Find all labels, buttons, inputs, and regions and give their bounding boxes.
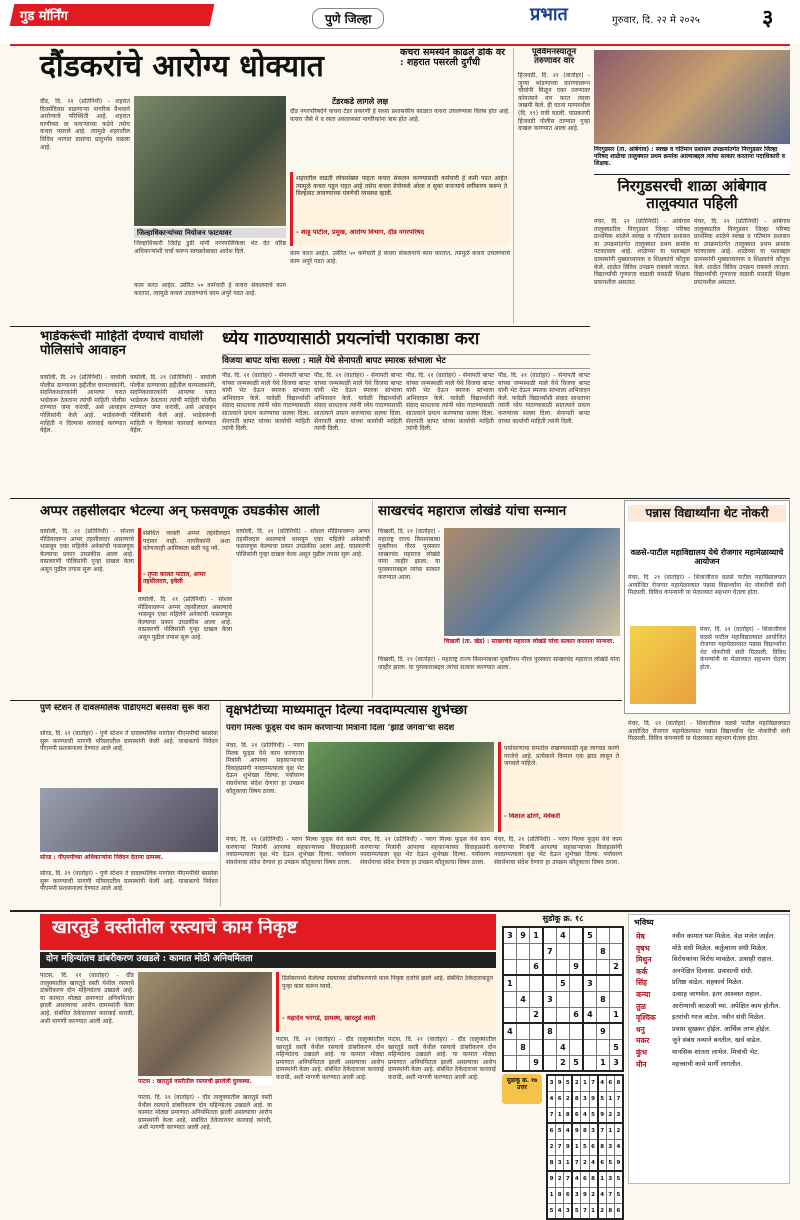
horoscope-item xyxy=(636,955,784,965)
horoscope-sign: कुंभ xyxy=(636,1047,648,1057)
pannas-body: मंचर, दि. २१ (वार्ताहर) - शिवाजीराव वळसे पाटील महाविद्यालयात आयोजित रोजगार महामेळाव्यात पन्नास विद्यार्थ्यांना थेट नोकरीची संधी मिळाली. विविध कंपन्यांनी या मेळाव्यात सहभाग घेतला होता. xyxy=(628,574,786,597)
dhyey-head: ध्येय गाठण्यासाठी प्रयत्नांची पराकाष्ठा करा xyxy=(222,330,480,349)
rule xyxy=(10,326,590,327)
sudoku-cell: 3 xyxy=(606,1171,614,1187)
rule xyxy=(10,910,790,912)
sudoku-cell[interactable] xyxy=(583,1039,596,1055)
sakhar-body: चिखली, दि. २१ (वार्ताहर) - महाराष्ट्र राज्य किसनाबाबा मुक्तीपथ गौरव पुरस्कार साखरचंद महाराज लोखंडे यांना जाहीर झाला. या पुरस्काराबद्दल त्यांचा सत्कार करण्यात आला. xyxy=(378,528,440,581)
lead-body-2: काम करत आहेत. उर्वरित ५० कर्मचारी हे कचरा संकलनाचे काम करतात. त्यामुळे कचरा उचलण्याचे काम अपुरे पडत आहे. xyxy=(134,282,286,297)
sudoku-cell[interactable]: 3 xyxy=(583,975,596,991)
sudoku-cell: 5 xyxy=(606,1155,614,1171)
pannas-sub: वळसे-पाटील महाविद्यालय येथे रोजगार महामेळाव्याचे आयोजन xyxy=(630,548,784,566)
horoscope-sign: वृषभ xyxy=(636,943,650,953)
sudoku-cell: 1 xyxy=(564,1155,573,1171)
horoscope-item xyxy=(636,967,784,977)
sudoku-cell[interactable] xyxy=(543,975,556,991)
sudoku-cell: 7 xyxy=(614,1091,623,1107)
vruksha-sub: पराग मिल्क फूड्स येथे काम करणाऱ्या मित्रांनी दिला ‘झाडे जगवा’चा संदेश xyxy=(226,724,455,733)
sudoku-cell: 1 xyxy=(581,1075,589,1091)
sudoku-cell: 5 xyxy=(564,1075,573,1091)
vruksha-photo xyxy=(308,742,494,832)
horoscope-text: महत्त्वाची कामे मार्गी लागतील. xyxy=(672,1059,743,1068)
sudoku-cell: 4 xyxy=(572,1171,581,1187)
sudoku-cell: 6 xyxy=(556,1091,564,1107)
tender-text: दौंड नगरपरिषदेने कचरा टेंडर प्रकरणी हे सध्या प्रशासकीय काळात कचरा उचलण्यास विलंब होत आहे. कचरा जैसे थे व रस्ता अस्ताव्यस्त नागरिकांना त्रास होत आहे. xyxy=(290,108,510,123)
sudoku-cell: 6 xyxy=(614,1203,623,1219)
sudoku-cell[interactable] xyxy=(503,991,516,1007)
issue-date: गुरुवार, दि. २२ मे २०२५ xyxy=(612,15,701,26)
lead-quote-box xyxy=(290,172,510,246)
sudoku-cell[interactable]: 2 xyxy=(530,1007,543,1023)
sudoku-cell: 3 xyxy=(614,1107,623,1123)
sakhar-body-2: चिखली, दि. २१ (वार्ताहर) - महाराष्ट्र राज्य किसनाबाबा मुक्तीपथ गौरव पुरस्कार साखरचंद महाराज लोखंडे यांना जाहीर झाला. या पुरस्काराबद्दल त्यांचा सत्कार करण्यात आला. xyxy=(378,656,620,671)
sudoku-cell[interactable] xyxy=(543,1007,556,1023)
appar-body-3: वाघोली, दि. २१ (प्रतिनिधी) - सोशल मीडियावरून अप्पर तहसीलदार असल्याचे भासवून एका महिलेने अनेकांची फसवणूक केल्याचा प्रकार उघडकीस आला आहे. याप्रकरणी पोलिसांनी गुन्हा दाखल केला असून पुढील तपास सुरू आहे. xyxy=(236,528,370,558)
sudoku-cell[interactable] xyxy=(516,1055,529,1071)
sudoku-grid[interactable] xyxy=(502,926,624,1072)
sudoku-cell[interactable]: 6 xyxy=(530,959,543,975)
horoscope-item xyxy=(636,978,784,988)
sudoku-cell: 3 xyxy=(606,1139,614,1155)
sudoku-cell: 7 xyxy=(547,1107,556,1123)
sudoku-cell[interactable] xyxy=(516,1007,529,1023)
sudoku-cell: 5 xyxy=(547,1203,556,1219)
sudoku-cell: 4 xyxy=(547,1091,556,1107)
section-label: पुणे जिल्हा xyxy=(312,8,384,29)
pune-stn-body-2: सोरड, दि. २१ (वार्ताहर) - पुणे स्टेशन ते दावलमलिक मार्गावर पीएमपीची बससेवा सुरू करण्याची मागणी परिसरातील ग्रामस्थांनी केली आहे. याबाबतचे निवेदन पीएमपी प्रशासनाला देण्यात आले आहे. xyxy=(40,870,218,893)
sudoku-cell[interactable] xyxy=(516,943,529,959)
horoscope-text: इतरांची गरज वाटेल. नवीन संधी मिळेल. xyxy=(672,1013,766,1022)
page-number: ३ xyxy=(762,6,774,31)
khar-head: खारतुडे वस्तीतील रस्त्याचे काम निकृष्ट xyxy=(52,918,298,938)
purva-body: हिंजवडी, दि. २१ (वार्ताहर) - जुन्या भांडणाच्या कारणावरून चौघांनी मिळून एका तरुणावर कोयत्याने वार करत त्याला जखमी केले. ही घटना माणमधील (दि. १९) रात्री घडली. याप्रकरणी हिंजवडी पोलीस ठाण्यात गुन्हा दाखल करण्यात आला आहे. xyxy=(518,72,590,133)
rule xyxy=(220,702,221,906)
sudoku-cell[interactable]: 5 xyxy=(610,1039,623,1055)
sudoku-cell[interactable] xyxy=(570,927,583,943)
sudoku-cell[interactable]: 4 xyxy=(556,1039,569,1055)
sudoku-answer-title: सुडोकू क्र. १७ उत्तर xyxy=(506,1078,538,1091)
sudoku-cell[interactable] xyxy=(596,927,609,943)
sudoku-cell[interactable] xyxy=(556,943,569,959)
sudoku-cell: 2 xyxy=(581,1155,589,1171)
vruksha-body-4: मंचर, दि. २१ (प्रतिनिधी) - पराग मिल्क फूड्स येथे काम करणाऱ्या मित्रांनी आपल्या सहकाऱ्याच्या विवाहप्रसंगी नवदाम्पत्याला वृक्ष भेट देऊन शुभेच्छा दिल्या. पर्यावरण संवर्धनाचा संदेश देणारा हा उपक्रम कौतुकाचा विषय ठरला. xyxy=(494,836,622,866)
sudoku-cell[interactable] xyxy=(543,1039,556,1055)
sudoku-cell: 1 xyxy=(606,1091,614,1107)
sudoku-cell: 3 xyxy=(556,1155,564,1171)
horoscope-sign: वृश्चिक xyxy=(636,1013,656,1023)
sudoku-cell[interactable] xyxy=(530,943,543,959)
pannas-body-2: मंचर, दि. २१ (वार्ताहर) - शिवाजीराव वळसे पाटील महाविद्यालयात आयोजित रोजगार महामेळाव्यात पन्नास विद्यार्थ्यांना थेट नोकरीची संधी मिळाली. विविध कंपन्यांनी या मेळाव्यात सहभाग घेतला होता. xyxy=(700,626,786,671)
sudoku-cell: 3 xyxy=(572,1187,581,1203)
khar-caption: पाटस : खारतुडे वस्तीतील रस्त्याची झालेली दुरवस्था. xyxy=(138,1078,272,1085)
sudoku-cell: 7 xyxy=(564,1171,573,1187)
horoscope-sign: मिथुन xyxy=(636,955,652,965)
sudoku-cell: 5 xyxy=(589,1107,598,1123)
sudoku-cell[interactable] xyxy=(583,943,596,959)
sudoku-cell: 9 xyxy=(564,1139,573,1155)
lead-body-3: काम करत आहेत. उर्वरित ५० कर्मचारी हे कचरा संकलनाचे काम करतात. त्यामुळे कचरा उचलण्याचे काम अपुरे पडत आहे. xyxy=(290,250,510,265)
pune-stn-head: पुणे स्टेशन ते दावलमलिक पीडीएमटी बससेवा सुरू करा xyxy=(40,704,210,713)
sudoku-cell: 1 xyxy=(589,1203,598,1219)
pannas-body-3: मंचर, दि. २१ (वार्ताहर) - शिवाजीराव वळसे पाटील महाविद्यालयात आयोजित रोजगार महामेळाव्यात पन्नास विद्यार्थ्यांना थेट नोकरीची संधी मिळाली. विविध कंपन्यांनी या मेळाव्यात सहभाग घेतला होता. xyxy=(628,720,790,743)
sudoku-cell[interactable] xyxy=(543,927,556,943)
sudoku-cell: 2 xyxy=(598,1203,607,1219)
sudoku-cell[interactable] xyxy=(516,975,529,991)
sudoku-cell[interactable]: 3 xyxy=(543,991,556,1007)
sakhar-photo xyxy=(444,528,620,636)
sudoku-cell[interactable] xyxy=(583,959,596,975)
khar-quote-by: - महादेव भरगडे, ग्रामस्थ, खारतुडे वस्ती xyxy=(282,1015,376,1022)
newspaper-logo: प्रभात xyxy=(530,4,568,25)
rule xyxy=(372,500,373,698)
horoscope-item xyxy=(636,944,784,954)
appar-quote-by: - तृप्ती कोलते पाटील, अप्पर तहसीलदार, हवेली xyxy=(143,572,206,585)
dhyey-body-2: पौड, दि. २१ (वार्ताहर) - सेनापती बापट यांच्या जन्मस्थळी माले येथे विजया बापट यांनी भेट देऊन स्मारक स्तंभाला अभिवादन केले. यावेळी विद्यार्थ्यांशी संवाद साधताना त्यांनी ध्येय गाठण्यासाठी सातत्याने प्रयत्न करण्याचा सल्ला दिला. सेनापती बापट यांच्या कार्याची माहिती त्यांनी दिली. xyxy=(314,372,402,433)
sudoku-cell: 8 xyxy=(606,1203,614,1219)
pune-stn-caption: सोरड : पीएमपीच्या अधिकाऱ्यांना निवेदन देताना ग्रामस्थ. xyxy=(40,854,218,861)
sudoku-cell: 4 xyxy=(564,1123,573,1139)
khar-sub: दोन महिन्यांतच डांबरीकरण उखडले : कामात मोठी अनियमितता xyxy=(40,952,496,968)
sudoku-answer-grid xyxy=(546,1074,624,1220)
sudoku-cell: 3 xyxy=(547,1075,556,1091)
brand-strip xyxy=(10,4,215,26)
vruksha-quote-box xyxy=(498,742,622,832)
horoscope-item xyxy=(636,1013,784,1023)
lead-body: दौंड, दि. २१ (प्रतिनिधी) - शहरात दिवसेंदिवस वाढणाऱ्या नागरिक वैभवाने आरोग्याचे परिस्थिती आहे. शहरात घाणीच्या वा कचऱ्याच्या कडेने तसेच कचरा पसरले आहे. त्यामुळे शहरातील विविध भागात डासांचा प्रादुर्भाव वाढला आहे. xyxy=(40,98,130,151)
pune-stn-photo xyxy=(40,788,218,852)
sudoku-cell: 6 xyxy=(581,1171,589,1187)
sudoku-cell[interactable]: 3 xyxy=(503,927,516,943)
horoscope-sign: कन्या xyxy=(636,989,651,999)
rule xyxy=(10,498,790,499)
sudoku-cell[interactable] xyxy=(570,991,583,1007)
sudoku-cell: 8 xyxy=(581,1123,589,1139)
sudoku-cell[interactable]: 2 xyxy=(556,1055,569,1071)
sudoku-cell[interactable]: 4 xyxy=(583,1007,596,1023)
sakhar-head: साखरचंद महाराज लोखंडे यांचा सन्मान xyxy=(378,504,567,519)
sudoku-cell: 9 xyxy=(547,1171,556,1187)
vruksha-body-3: मंचर, दि. २१ (प्रतिनिधी) - पराग मिल्क फूड्स येथे काम करणाऱ्या मित्रांनी आपल्या सहकाऱ्याच्या विवाहप्रसंगी नवदाम्पत्याला वृक्ष भेट देऊन शुभेच्छा दिल्या. पर्यावरण संवर्धनाचा संदेश देणारा हा उपक्रम कौतुकाचा विषय ठरला. xyxy=(360,836,490,866)
sudoku-cell: 9 xyxy=(614,1155,623,1171)
sudoku-cell[interactable]: 4 xyxy=(556,927,569,943)
sudoku-cell[interactable] xyxy=(556,1007,569,1023)
nirgud-body-2: मंचर, दि. २१ (प्रतिनिधी) - आंबेगाव तालुक्यातील निरगुडसर जिल्हा परिषद प्राथमिक शाळेने स्वच्छ व गतिमान प्रशासन या उपक्रमांतर्गत तालुक्यात प्रथम क्रमांक पटकावला आहे. शाळेच्या या यशाबद्दल ग्रामस्थांनी मुख्याध्यापक व शिक्षकांचे कौतुक केले. शाळेत विविध उपक्रम राबवले जातात. विद्यार्थ्यांची गुणवत्ता वाढावी यासाठी शिक्षक प्रयत्नशील असतात. xyxy=(694,218,790,286)
sudoku-cell[interactable]: 1 xyxy=(610,1007,623,1023)
sudoku-cell[interactable] xyxy=(583,1055,596,1071)
horoscope-text: अनपेक्षित दिलासा. प्रवासाची संधी. xyxy=(672,966,753,975)
sudoku-cell[interactable] xyxy=(583,1023,596,1039)
sudoku-cell: 1 xyxy=(572,1139,581,1155)
sudoku-cell[interactable]: 5 xyxy=(556,975,569,991)
sudoku-cell[interactable] xyxy=(570,975,583,991)
sudoku-cell[interactable] xyxy=(570,943,583,959)
sudoku-cell: 9 xyxy=(589,1091,598,1107)
sudoku-cell[interactable]: 9 xyxy=(570,959,583,975)
horoscope-text: मोठे संधी मिळेल. कर्तुत्वाला संधी मिळेल. xyxy=(672,943,768,952)
sudoku-cell[interactable] xyxy=(503,943,516,959)
sudoku-cell: 9 xyxy=(572,1123,581,1139)
sudoku-cell: 7 xyxy=(581,1203,589,1219)
horoscope-sign: मीन xyxy=(636,1059,647,1069)
sudoku-cell: 9 xyxy=(581,1187,589,1203)
sudoku-cell[interactable]: 6 xyxy=(570,1007,583,1023)
sakhar-caption: चिखली (ता. खेड) : साखरचंद महाराज लोखंडे यांचा सत्कार करताना मान्यवर. xyxy=(444,638,620,645)
vruksha-body-2: मंचर, दि. २१ (प्रतिनिधी) - पराग मिल्क फूड्स येथे काम करणाऱ्या मित्रांनी आपल्या सहकाऱ्याच्या विवाहप्रसंगी नवदाम्पत्याला वृक्ष भेट देऊन शुभेच्छा दिल्या. पर्यावरण संवर्धनाचा संदेश देणारा हा उपक्रम कौतुकाचा विषय ठरला. xyxy=(226,836,356,866)
sudoku-cell: 3 xyxy=(581,1091,589,1107)
sudoku-cell[interactable] xyxy=(596,959,609,975)
horoscope-item xyxy=(636,932,784,942)
appar-quote-box xyxy=(138,528,232,592)
masthead xyxy=(0,0,800,44)
sudoku-cell[interactable] xyxy=(556,1023,569,1039)
horoscope-sign: कर्क xyxy=(636,966,648,976)
sudoku-cell: 5 xyxy=(614,1187,623,1203)
rule xyxy=(10,700,622,701)
brand-label: गुड मॉर्निंग xyxy=(20,9,68,24)
appar-quote: संबंधित व्यक्ती अप्पर तहसीलदार पदावर नाही. नागरिकांनी अशा कोणत्याही आमिषाला बळी पडू नये. xyxy=(143,530,230,553)
sudoku-cell: 7 xyxy=(556,1139,564,1155)
sudoku-cell[interactable] xyxy=(530,991,543,1007)
appar-body: वाघोली, दि. २१ (प्रतिनिधी) - सोशल मीडियावरून अप्पर तहसीलदार असल्याचे भासवून एका महिलेने अनेकांची फसवणूक केल्याचा प्रकार उघडकीस आला आहे. याप्रकरणी पोलिसांनी गुन्हा दाखल केला असून पुढील तपास सुरू आहे. xyxy=(40,528,134,573)
sudoku-cell: 4 xyxy=(556,1203,564,1219)
sudoku-cell[interactable] xyxy=(596,975,609,991)
sudoku-cell[interactable] xyxy=(503,1039,516,1055)
sudoku-cell[interactable]: 8 xyxy=(543,1023,556,1039)
col-rule xyxy=(513,48,514,324)
header-rule xyxy=(10,44,790,46)
sudoku-cell[interactable] xyxy=(543,1055,556,1071)
appar-body-2: वाघोली, दि. २१ (प्रतिनिधी) - सोशल मीडियावरून अप्पर तहसीलदार असल्याचे भासवून एका महिलेने अनेकांची फसवणूक केल्याचा प्रकार उघडकीस आला आहे. याप्रकरणी पोलिसांनी गुन्हा दाखल केला असून पुढील तपास सुरू आहे. xyxy=(138,596,232,641)
horoscope-text: प्रवास सुखकर होईल. आर्थिक लाभ होईल. xyxy=(672,1024,771,1033)
sudoku-cell: 2 xyxy=(572,1075,581,1091)
sudoku-cell[interactable] xyxy=(503,1055,516,1071)
sudoku-cell[interactable] xyxy=(610,927,623,943)
horoscope-sign: सिंह xyxy=(636,978,647,988)
sudoku-cell: 5 xyxy=(581,1139,589,1155)
vruksha-quote-by: - विशाल ढोरगे, मेवेकरी xyxy=(504,813,561,820)
sudoku-cell: 1 xyxy=(556,1107,564,1123)
rule xyxy=(594,174,790,175)
sudoku-cell[interactable] xyxy=(570,1039,583,1055)
sudoku-title: सुडोकू क्र. १८ xyxy=(542,914,584,923)
sudoku-cell[interactable] xyxy=(583,991,596,1007)
sudoku-cell[interactable]: 5 xyxy=(583,927,596,943)
school-photo-caption: निरगुडसर (ता. आंबेगाव) : स्वच्छ व गतिमान प्रशासन उपक्रमांतर्गत निरगुडसर जिल्हा परिषद शाळेचा तालुक्यात प्रथम क्रमांक आल्याबद्दल त्यांचा सत्कार करताना पदाधिकारी व शिक्षक. xyxy=(594,146,790,172)
sudoku-cell: 8 xyxy=(572,1091,581,1107)
sudoku-cell[interactable]: 8 xyxy=(596,991,609,1007)
sudoku-cell[interactable] xyxy=(570,1023,583,1039)
sudoku-cell[interactable] xyxy=(516,959,529,975)
road-photo xyxy=(138,972,272,1076)
sudoku-cell: 3 xyxy=(564,1203,573,1219)
sudoku-cell[interactable]: 7 xyxy=(543,943,556,959)
dhyey-sub: विजया बापट यांचा सल्ला : माले येथे सेनापती बापट स्मारक स्तंभाला भेट xyxy=(222,354,590,369)
khar-body-3: पाटस, दि. २१ (वार्ताहर) - दौंड तालुक्यातील खारतुडे वस्ती येथील रस्त्याचे डांबरीकरण दोन महिन्यांतच उखडले आहे. या कामात मोठ्या प्रमाणात अनियमितता झाली असल्याचा आरोप ग्रामस्थांनी केला आहे. संबंधित ठेकेदारावर कारवाई करावी, अशी मागणी करण्यात आली आहे. xyxy=(276,1036,384,1081)
sudoku-cell[interactable] xyxy=(556,991,569,1007)
sudoku-cell[interactable] xyxy=(596,1007,609,1023)
horoscope-item xyxy=(636,1025,784,1035)
sudoku-cell: 6 xyxy=(572,1107,581,1123)
dhyey-body-4: पौड, दि. २१ (वार्ताहर) - सेनापती बापट यांच्या जन्मस्थळी माले येथे विजया बापट यांनी भेट देऊन स्मारक स्तंभाला अभिवादन केले. यावेळी विद्यार्थ्यांशी संवाद साधताना त्यांनी ध्येय गाठण्यासाठी सातत्याने प्रयत्न करण्याचा सल्ला दिला. सेनापती बापट यांच्या कार्याची माहिती त्यांनी दिली. xyxy=(498,372,590,425)
sudoku-cell: 4 xyxy=(598,1075,607,1091)
sudoku-cell[interactable] xyxy=(610,943,623,959)
sudoku-cell: 8 xyxy=(556,1187,564,1203)
sudoku-cell: 4 xyxy=(614,1139,623,1155)
sudoku-cell: 2 xyxy=(606,1107,614,1123)
horoscope-sign: तुळ xyxy=(636,1001,646,1011)
sudoku-cell[interactable] xyxy=(610,1023,623,1039)
sudoku-cell[interactable] xyxy=(503,1007,516,1023)
horoscope-text: उत्साह जाणवेल. इतर आश्वस्त राहाल. xyxy=(672,989,762,998)
sudoku-cell[interactable]: 4 xyxy=(503,1023,516,1039)
horoscope-item xyxy=(636,1002,784,1012)
sudoku-cell: 2 xyxy=(556,1171,564,1187)
horoscope-sign: मेष xyxy=(636,932,645,941)
sudoku-cell[interactable]: 8 xyxy=(516,1039,529,1055)
khar-body-4: पाटस, दि. २१ (वार्ताहर) - दौंड तालुक्यातील खारतुडे वस्ती येथील रस्त्याचे डांबरीकरण दोन महिन्यांतच उखडले आहे. या कामात मोठ्या प्रमाणात अनियमितता झाली असल्याचा आरोप ग्रामस्थांनी केला आहे. संबंधित ठेकेदारावर कारवाई करावी, अशी मागणी करण्यात आली आहे. xyxy=(388,1036,496,1081)
sudoku-cell[interactable] xyxy=(530,1039,543,1055)
bhadekaru-body: वाघोली, दि. २१ (प्रतिनिधी) - वाघोली पोलीस ठाण्याच्या हद्दीतील घरमालकांनी, सदनिकाधारकांनी आपल्या घरात भाडेकरू ठेवताना त्यांची माहिती पोलीस ठाण्यात जमा करावी, असे आवाहन पोलिसांनी केले आहे. भाडेकरूंची माहिती न दिल्यास कारवाई करण्यात येईल. xyxy=(40,374,126,435)
vruksha-head: वृक्षभेटीच्या माध्यमातून दिल्या नवदाम्पत्यास शुभेच्छा xyxy=(226,704,468,718)
sudoku-cell[interactable] xyxy=(610,975,623,991)
horoscope-sign: धनु xyxy=(636,1024,645,1034)
sudoku-cell: 2 xyxy=(589,1187,598,1203)
horoscope-list xyxy=(634,930,786,1071)
sudoku-cell: 1 xyxy=(598,1171,607,1187)
sudoku-cell[interactable] xyxy=(556,959,569,975)
sudoku-cell: 7 xyxy=(572,1155,581,1171)
lead-quote: शहरातील वाढती लोकसंख्या पाहता कचरा संकलन करण्यासाठी कर्मचारी हे कमी पडत आहेत त्यामुळे कचरा पडून राहत आहे तसेच कचरा डेपोमध्ये ओला व सुका कचऱ्याचे वर्गीकरण करून ते विल्हेवाट लावण्याच्या यंत्रणेची व्यवस्था व्हावी. xyxy=(296,175,507,198)
sudoku-cell[interactable] xyxy=(543,959,556,975)
horoscope-title: भविष्य xyxy=(634,918,654,927)
sudoku-cell: 6 xyxy=(547,1123,556,1139)
khar-body-2: पाटस, दि. २१ (वार्ताहर) - दौंड तालुक्यातील खारतुडे वस्ती येथील रस्त्याचे डांबरीकरण दोन महिन्यांतच उखडले आहे. या कामात मोठ्या प्रमाणात अनियमितता झाली असल्याचा आरोप ग्रामस्थांनी केला आहे. संबंधित ठेकेदारावर कारवाई करावी, अशी मागणी करण्यात आली आहे. xyxy=(138,1094,272,1132)
khar-body: पाटस, दि. २१ (वार्ताहर) - दौंड तालुक्यातील खारतुडे वस्ती येथील रस्त्याचे डांबरीकरण दोन महिन्यांतच उखडले आहे. या कामात मोठ्या प्रमाणात अनियमितता झाली असल्याचा आरोप ग्रामस्थांनी केला आहे. संबंधित ठेकेदारावर कारवाई करावी, अशी मागणी करण्यात आली आहे. xyxy=(40,972,134,1025)
lead-side-head: कचरा समस्येने काढले डोके वर : शहरात पसरली दुर्गंधी xyxy=(400,48,506,69)
sudoku-cell: 2 xyxy=(614,1123,623,1139)
dhyey-body-3: पौड, दि. २१ (वार्ताहर) - सेनापती बापट यांच्या जन्मस्थळी माले येथे विजया बापट यांनी भेट देऊन स्मारक स्तंभाला अभिवादन केले. यावेळी विद्यार्थ्यांशी संवाद साधताना त्यांनी ध्येय गाठण्यासाठी सातत्याने प्रयत्न करण्याचा सल्ला दिला. सेनापती बापट यांच्या कार्याची माहिती त्यांनी दिली. xyxy=(406,372,494,433)
horoscope-item xyxy=(636,1036,784,1046)
horoscope-item xyxy=(636,1060,784,1070)
sudoku-cell: 1 xyxy=(547,1187,556,1203)
sudoku-cell: 6 xyxy=(589,1139,598,1155)
horoscope-text: आरोग्याची काळजी घ्या. अपेक्षित काम होतील. xyxy=(672,1001,781,1010)
nirgud-head: निरगुडसरची शाळा आंबेगाव तालुक्यात पहिली xyxy=(617,178,767,211)
sudoku-cell: 5 xyxy=(556,1123,564,1139)
horoscope-item xyxy=(636,1048,784,1058)
dhyey-body-1: पौड, दि. २१ (वार्ताहर) - सेनापती बापट यांच्या जन्मस्थळी माले येथे विजया बापट यांनी भेट देऊन स्मारक स्तंभाला अभिवादन केले. यावेळी विद्यार्थ्यांशी संवाद साधताना त्यांनी ध्येय गाठण्यासाठी सातत्याने प्रयत्न करण्याचा सल्ला दिला. सेनापती बापट यांच्या कार्याची माहिती त्यांनी दिली. xyxy=(222,372,310,433)
sudoku-cell[interactable] xyxy=(530,1023,543,1039)
sudoku-cell: 9 xyxy=(598,1107,607,1123)
sudoku-cell[interactable]: 9 xyxy=(596,1023,609,1039)
photo-caption-collector: जिल्हाधिकाऱ्यांच्या नियोजन फाटयावर xyxy=(134,228,286,238)
sudoku-cell[interactable]: 9 xyxy=(516,927,529,943)
sudoku-cell: 3 xyxy=(589,1123,598,1139)
sudoku-cell: 4 xyxy=(589,1155,598,1171)
khar-quote-box xyxy=(276,972,496,1032)
sudoku-cell: 6 xyxy=(598,1155,607,1171)
horoscope-text: मानसिक शांतता लाभेल. मित्रांची भेट. xyxy=(672,1047,760,1056)
sudoku-cell[interactable] xyxy=(516,1023,529,1039)
nirgud-body: मंचर, दि. २१ (प्रतिनिधी) - आंबेगाव तालुक्यातील निरगुडसर जिल्हा परिषद प्राथमिक शाळेने स्वच्छ व गतिमान प्रशासन या उपक्रमांतर्गत तालुक्यात प्रथम क्रमांक पटकावला आहे. शाळेच्या या यशाबद्दल ग्रामस्थांनी मुख्याध्यापक व शिक्षकांचे कौतुक केले. शाळेत विविध उपक्रम राबवले जातात. विद्यार्थ्यांची गुणवत्ता वाढावी यासाठी शिक्षक प्रयत्नशील असतात. xyxy=(594,218,690,286)
sudoku-cell: 7 xyxy=(589,1075,598,1091)
sudoku-cell: 4 xyxy=(581,1107,589,1123)
job-illustration xyxy=(630,626,696,704)
sudoku-cell[interactable] xyxy=(610,991,623,1007)
sudoku-cell: 1 xyxy=(606,1123,614,1139)
sudoku-cell[interactable] xyxy=(530,975,543,991)
sudoku-cell: 2 xyxy=(547,1139,556,1155)
sudoku-cell[interactable]: 1 xyxy=(503,975,516,991)
sudoku-cell: 6 xyxy=(606,1075,614,1091)
sudoku-cell[interactable]: 1 xyxy=(596,1055,609,1071)
purva-head: पूर्ववैमनस्यातून तरुणावर वार xyxy=(531,48,577,67)
sudoku-cell: 9 xyxy=(556,1075,564,1091)
sudoku-cell: 6 xyxy=(564,1187,573,1203)
sudoku-cell: 8 xyxy=(547,1155,556,1171)
sudoku-cell[interactable] xyxy=(503,959,516,975)
school-felicitation-photo xyxy=(594,50,790,144)
lead-quote-by: - शाहू पाटील, प्रमुख, आरोग्य विभाग, दौंड नगरपरिषद xyxy=(296,229,425,236)
sudoku-cell: 4 xyxy=(598,1187,607,1203)
horoscope-text: प्रतिष्ठा वाढेल. सहकार्य मिळेल. xyxy=(672,978,744,987)
sudoku-cell: 5 xyxy=(614,1171,623,1187)
horoscope-text: विरोधकांचा विरोध मावळेल. उत्साही राहाल. xyxy=(672,955,774,964)
horoscope-item xyxy=(636,990,784,1000)
sudoku-cell[interactable]: 9 xyxy=(530,1055,543,1071)
sudoku-cell: 2 xyxy=(564,1091,573,1107)
sudoku-cell[interactable]: 3 xyxy=(610,1055,623,1071)
sudoku-cell: 8 xyxy=(564,1107,573,1123)
garbage-photo xyxy=(134,96,286,226)
sudoku-cell[interactable]: 1 xyxy=(530,927,543,943)
sudoku-cell: 5 xyxy=(572,1203,581,1219)
lead-headline: दौंडकरांचे आरोग्य धोक्यात xyxy=(40,49,324,84)
vruksha-quote: पर्यावरणाचा समतोल राखण्यासाठी वृक्ष लागवड करणे गरजेचे आहे. प्रत्येकाने किमान एक झाड लावून ते जगवले पाहिजे. xyxy=(504,745,619,768)
sudoku-cell[interactable]: 5 xyxy=(570,1055,583,1071)
sudoku-cell: 8 xyxy=(598,1139,607,1155)
pannas-head: पन्नास विद्यार्थ्यांना थेट नोकरी xyxy=(628,505,786,522)
appar-head: अप्पर तहसीलदार भेटल्या अन् फसवणूक उघडकीस आली xyxy=(40,504,320,519)
bhadekaru-body-2: वाघोली, दि. २१ (प्रतिनिधी) - वाघोली पोलीस ठाण्याच्या हद्दीतील घरमालकांनी, सदनिकाधारकांनी आपल्या घरात भाडेकरू ठेवताना त्यांची माहिती पोलीस ठाण्यात जमा करावी, असे आवाहन पोलिसांनी केले आहे. भाडेकरूंची माहिती न दिल्यास कारवाई करण्यात येईल. xyxy=(130,374,216,435)
horoscope-sign: मकर xyxy=(636,1036,650,1046)
photo-text: जिल्हाधिकारी जितेंद्र डुडी यांनी नगरपालिकेला भेट देत वरिष्ठ अधिकाऱ्यांशी चर्चा करून स्वच्छतेबाबत आदेश दिले. xyxy=(134,240,286,255)
sudoku-cell[interactable]: 2 xyxy=(610,959,623,975)
horoscope-text: जुने संबंध नव्याने बनतील. खर्च वाढेल. xyxy=(672,1036,762,1045)
sudoku-cell[interactable] xyxy=(596,1039,609,1055)
sudoku-cell: 7 xyxy=(598,1123,607,1139)
sudoku-cell: 7 xyxy=(606,1187,614,1203)
sudoku-cell[interactable]: 4 xyxy=(516,991,529,1007)
sudoku-cell[interactable]: 8 xyxy=(596,943,609,959)
horoscope-text: नवीन कामात यश मिळेल. वेळ मजेत जाईल. xyxy=(672,932,776,940)
tender-head: टेंडरकडे लागले लक्ष xyxy=(332,97,389,106)
sudoku-cell: 8 xyxy=(614,1075,623,1091)
vruksha-body: मंचर, दि. २१ (प्रतिनिधी) - पराग मिल्क फूड्स येथे काम करणाऱ्या मित्रांनी आपल्या सहकाऱ्याच्या विवाहप्रसंगी नवदाम्पत्याला वृक्ष भेट देऊन शुभेच्छा दिल्या. पर्यावरण संवर्धनाचा संदेश देणारा हा उपक्रम कौतुकाचा विषय ठरला. xyxy=(226,742,304,795)
sudoku-cell: 8 xyxy=(589,1171,598,1187)
sudoku-cell: 5 xyxy=(598,1091,607,1107)
khar-quote: डिसेंबरमध्ये केलेल्या रस्त्याच्या डांबरीकरणाचे काम निकृष्ट दर्जाचे झाले आहे. संबंधित ठेकेदाराकडून पुन्हा काम करून घ्यावे. xyxy=(282,975,493,990)
pune-stn-body: सोरड, दि. २१ (वार्ताहर) - पुणे स्टेशन ते दावलमलिक मार्गावर पीएमपीची बससेवा सुरू करण्याची मागणी परिसरातील ग्रामस्थांनी केली आहे. याबाबतचे निवेदन पीएमपी प्रशासनाला देण्यात आले आहे. xyxy=(40,730,218,753)
bhadekaru-head: भाडेकरूंची माहिती देण्याचे वाघोली पोलिसांचे आवाहन xyxy=(40,330,203,359)
